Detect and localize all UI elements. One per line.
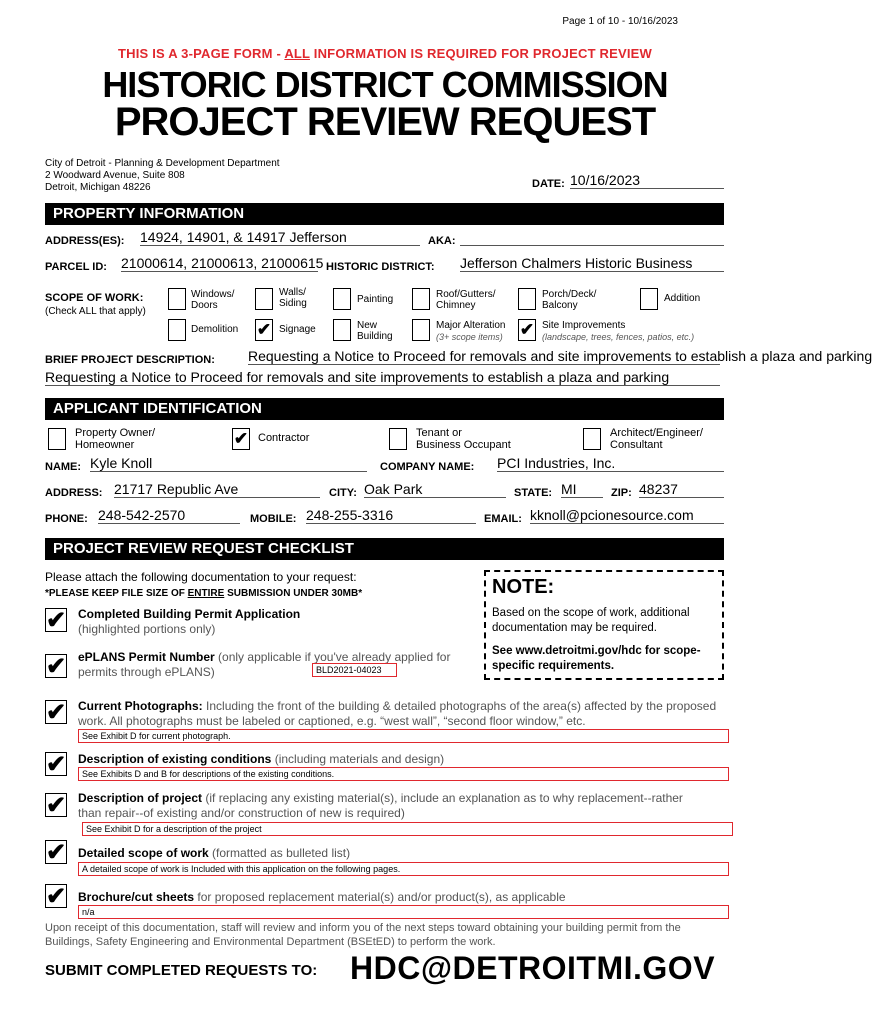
eplans-number-field[interactable]: BLD2021-04023 [312,663,397,677]
porch-label: Porch/Deck/ Balcony [542,289,597,311]
project-description-response-field[interactable]: See Exhibit D for a description of the project [82,822,733,836]
porch-checkbox[interactable] [518,288,536,310]
file-size-pre: *PLEASE KEEP FILE SIZE OF [45,588,188,599]
date-field[interactable]: 10/16/2023 [570,172,724,189]
new-building-checkbox[interactable] [333,319,351,341]
major-alteration-checkbox[interactable] [412,319,430,341]
city-field[interactable]: Oak Park [364,481,506,498]
file-size-note [45,588,362,599]
scope-of-work-sub: (Check ALL that apply) [45,306,146,317]
address-label: ADDRESS(ES): [45,235,125,247]
item-desc: Including the front of the building & detailed photographs of the area(s) affected by the proposed work. All photographs must be labeled or captioned, e.g. “west wall”, “second floor window,” etc. [78,699,717,728]
item-desc: (formatted as bulleted list) [212,846,351,860]
email-label: EMAIL: [484,513,522,525]
aka-field[interactable] [460,229,724,246]
parcel-field[interactable]: 21000614, 21000613, 21000615 [121,255,324,271]
brief-description-label: BRIEF PROJECT DESCRIPTION: [45,354,215,366]
checklist-checkbox-project-description[interactable]: ✔ [46,792,67,819]
windows-checkbox[interactable] [168,288,186,310]
existing-conditions-response-field[interactable]: See Exhibits D and B for descriptions of the existing conditions. [78,767,729,781]
email-field[interactable]: kknoll@pcionesource.com [530,507,724,524]
warning-text-all: ALL [284,46,310,61]
item-desc: for proposed replacement material(s) and/or product(s), as applicable [197,890,566,904]
tenant-label: Tenant or Business Occupant [416,427,511,451]
section-applicant-identification: APPLICANT IDENTIFICATION [45,398,724,420]
aka-label: AKA: [428,235,456,247]
demolition-checkbox[interactable] [168,319,186,341]
zip-label: ZIP: [611,487,632,499]
brief-description-field[interactable]: Requesting a Notice to Proceed for removals and site improvements to establish a plaza and parking [248,348,872,364]
note-text-requirements: See www.detroitmi.gov/hdc for scope-specific requirements. [492,645,701,672]
owner-checkbox[interactable] [48,428,66,450]
major-alteration-label: Major Alteration [436,320,506,331]
city-label: CITY: [329,487,357,499]
applicant-address-field[interactable]: 21717 Republic Ave [114,481,320,498]
company-name-field[interactable]: PCI Industries, Inc. [497,455,724,472]
note-title: NOTE: [492,576,555,598]
section-review-checklist: PROJECT REVIEW REQUEST CHECKLIST [45,538,724,560]
mobile-field[interactable]: 248-255-3316 [306,507,476,524]
dept-line1: City of Detroit - Planning & Development Department [45,158,280,169]
site-improvements-label: Site Improvements [542,320,626,331]
site-improvements-checkbox[interactable]: ✔ [519,320,535,339]
state-label: STATE: [514,487,553,499]
file-size-entire: ENTIRE [187,588,225,599]
note-box [484,570,724,680]
checklist-checkbox-permit-application[interactable]: ✔ [46,607,67,634]
phone-field[interactable]: 248-542-2570 [98,507,240,524]
historic-district-field[interactable]: Jefferson Chalmers Historic Business [460,255,724,272]
address-field[interactable]: 14924, 14901, & 14917 Jefferson [140,229,420,246]
architect-checkbox[interactable] [583,428,601,450]
checklist-item-brochure [78,890,728,905]
submit-label: SUBMIT COMPLETED REQUESTS TO: [45,962,318,979]
note-text-additional: Based on the scope of work, additional documentation may be required. [492,607,690,634]
form-title-line2: PROJECT REVIEW REQUEST [114,100,656,144]
checklist-checkbox-eplans[interactable]: ✔ [46,653,67,680]
department-address [45,158,280,194]
addition-label: Addition [664,293,701,304]
item-desc: (including materials and design) [274,752,445,766]
owner-label: Property Owner/ Homeowner [75,427,156,451]
section-property-information: PROPERTY INFORMATION [45,203,724,225]
checklist-checkbox-brochure[interactable]: ✔ [46,883,67,910]
form-title-line1: HISTORIC DISTRICT COMMISSION [102,64,668,105]
signage-checkbox[interactable]: ✔ [256,320,272,339]
item-title: Brochure/cut sheets [78,890,195,904]
checklist-item-project-description [78,791,688,821]
applicant-address-label: ADDRESS: [45,487,103,499]
roof-label: Roof/Gutters/ Chimney [436,289,496,311]
item-title: Description of existing conditions [78,752,272,766]
checklist-checkbox-existing-conditions[interactable]: ✔ [46,751,67,778]
dept-line3: Detroit, Michigan 48226 [45,182,151,193]
zip-field[interactable]: 48237 [639,481,724,498]
item-title: Completed Building Permit Application [78,607,301,621]
architect-label: Architect/Engineer/ Consultant [610,427,703,451]
site-improvements-sub: (landscape, trees, fences, patios, etc.) [542,332,695,342]
mobile-label: MOBILE: [250,513,297,525]
walls-checkbox[interactable] [255,288,273,310]
checklist-item-scope-of-work [78,846,728,861]
dept-line2: 2 Woodward Avenue, Suite 808 [45,170,185,181]
file-size-post: SUBMISSION UNDER 30MB* [224,588,363,599]
major-alteration-sub: (3+ scope items) [436,332,503,342]
checklist-item-eplans [78,650,478,680]
item-title: Description of project [78,791,203,805]
brief-description-line2[interactable]: Requesting a Notice to Proceed for removals and site improvements to establish a plaza and parking [45,369,720,386]
brochure-response-field[interactable]: n/a [78,905,729,919]
historic-district-label: HISTORIC DISTRICT: [326,261,435,273]
item-title: ePLANS Permit Number [78,650,215,664]
item-title: Detailed scope of work [78,846,209,860]
name-label: NAME: [45,461,82,473]
signage-label: Signage [279,324,316,335]
windows-label: Windows/ Doors [191,289,235,311]
page-number: Page 1 of 10 - 10/16/2023 [562,16,678,27]
walls-label: Walls/ Siding [279,287,307,309]
checklist-intro: Please attach the following documentation to your request: [45,570,357,584]
item-title: Current Photographs: [78,699,203,713]
checklist-item-photographs [78,699,728,729]
tenant-checkbox[interactable] [389,428,407,450]
demolition-label: Demolition [191,324,239,335]
state-field[interactable]: MI [561,481,603,498]
checklist-checkbox-photographs[interactable]: ✔ [46,699,67,726]
warning-text-pre: THIS IS A 3-PAGE FORM - [117,46,285,61]
item-desc: (only applicable if you've already applied for permits through ePLANS) [78,650,451,679]
new-building-label: New Building [357,320,393,342]
warning-text-post: INFORMATION IS REQUIRED FOR PROJECT REVIEW [309,46,653,61]
scope-of-work-response-field[interactable]: A detailed scope of work is Included with this application on the following pages. [78,862,729,876]
roof-checkbox[interactable] [412,288,430,310]
footer-instructions: Upon receipt of this documentation, staff will review and inform you of the next steps toward obtaining your building permit from the Buildings, Safety Engineering and Environmental Department (BSEtED) to perform the work. [45,922,681,948]
item-desc: (highlighted portions only) [78,622,216,636]
photographs-response-field[interactable]: See Exhibit D for current photograph. [78,729,729,743]
date-label: DATE: [532,178,565,190]
painting-label: Painting [357,294,394,305]
name-field[interactable]: Kyle Knoll [90,455,367,472]
painting-checkbox[interactable] [333,288,351,310]
contractor-label: Contractor [258,432,310,444]
checklist-item-permit-application [78,607,478,637]
scope-of-work-label: SCOPE OF WORK: [45,292,144,304]
item-desc: (if replacing any existing material(s), include an explanation as to why replacement--rather than repair--of existing and/or construction of new is required) [78,791,683,820]
contractor-checkbox[interactable]: ✔ [233,429,249,448]
company-name-label: COMPANY NAME: [380,461,475,473]
parcel-label: PARCEL ID: [45,261,107,273]
checklist-checkbox-scope-of-work[interactable]: ✔ [46,839,67,866]
addition-checkbox[interactable] [640,288,658,310]
checklist-item-existing-conditions [78,752,728,767]
phone-label: PHONE: [45,513,88,525]
required-warning [0,46,770,61]
submit-email-link[interactable]: HDC@DETROITMI.GOV [350,950,716,986]
